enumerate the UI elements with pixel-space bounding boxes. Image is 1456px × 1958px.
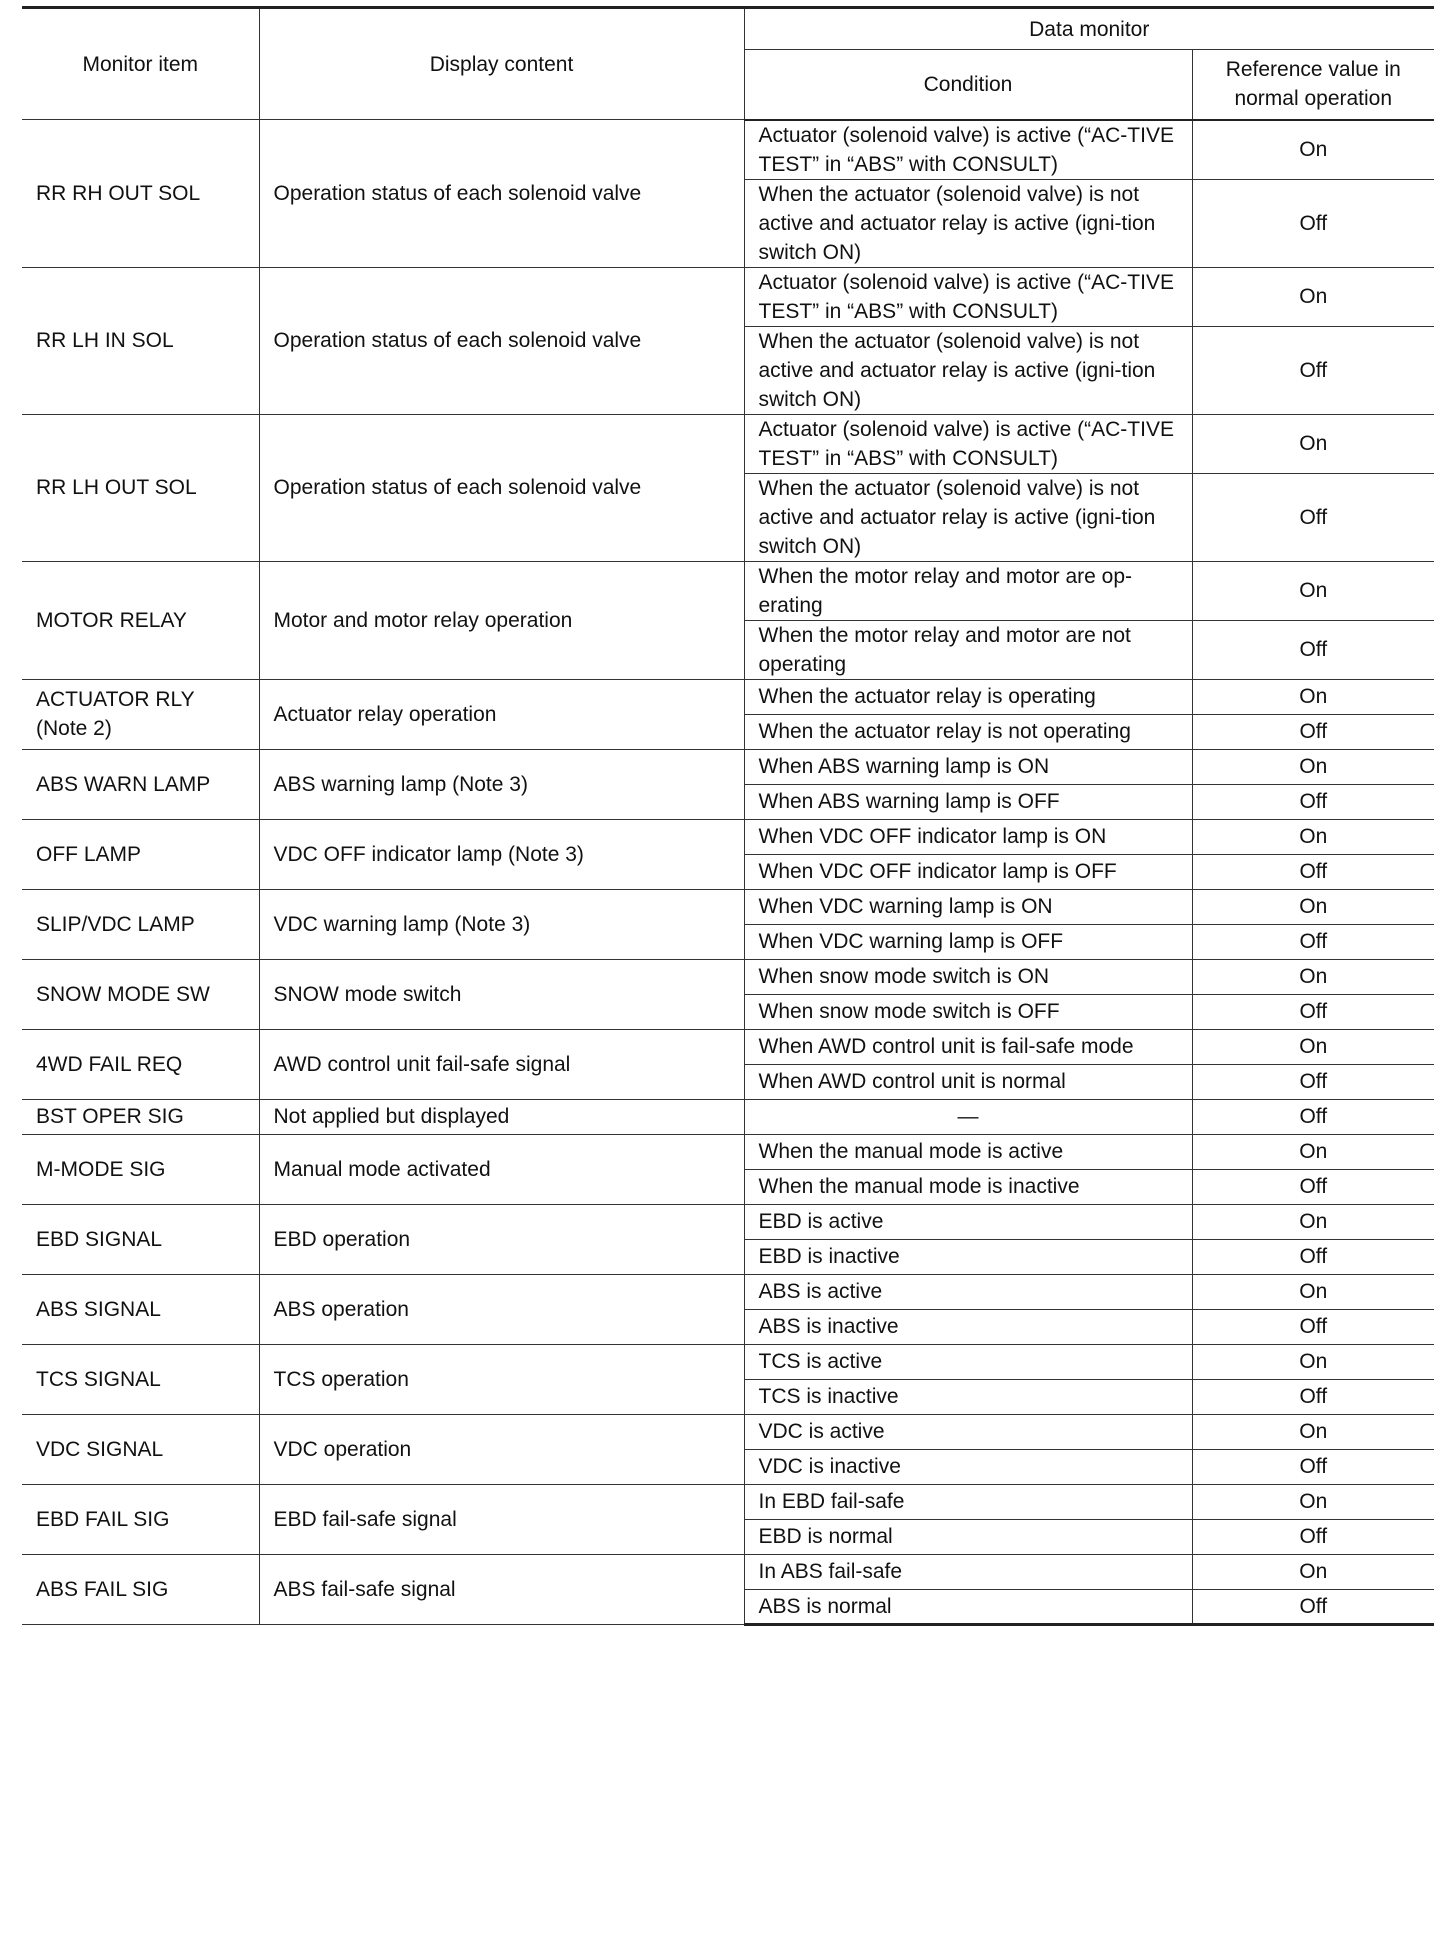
- condition-cell: When the actuator relay is operating: [744, 679, 1192, 714]
- monitor-item-cell: EBD FAIL SIG: [22, 1484, 259, 1554]
- table-row: [22, 959, 1434, 994]
- display-content-cell: Not applied but displayed: [259, 1099, 744, 1134]
- display-content-cell: TCS operation: [259, 1344, 744, 1414]
- table-row: [22, 749, 1434, 784]
- condition-cell: When the actuator (solenoid valve) is not active and actuator relay is active (igni-tion switch ON): [744, 179, 1192, 267]
- display-content-cell: Motor and motor relay operation: [259, 561, 744, 679]
- monitor-item-cell: BST OPER SIG: [22, 1099, 259, 1134]
- condition-cell: ABS is inactive: [744, 1309, 1192, 1344]
- reference-value-cell: Off: [1192, 179, 1434, 267]
- condition-cell: In EBD fail-safe: [744, 1484, 1192, 1519]
- reference-value-cell: Off: [1192, 784, 1434, 819]
- table-row: [22, 1134, 1434, 1169]
- table-header: [22, 8, 1434, 120]
- display-content-cell: VDC warning lamp (Note 3): [259, 889, 744, 959]
- monitor-item-cell: RR LH IN SOL: [22, 267, 259, 414]
- reference-value-cell: On: [1192, 414, 1434, 473]
- reference-value-cell: Off: [1192, 1064, 1434, 1099]
- reference-value-cell: Off: [1192, 924, 1434, 959]
- reference-value-cell: Off: [1192, 1239, 1434, 1274]
- monitor-item-cell: 4WD FAIL REQ: [22, 1029, 259, 1099]
- table-row: [22, 1344, 1434, 1379]
- monitor-item-cell: ABS WARN LAMP: [22, 749, 259, 819]
- display-content-cell: Operation status of each solenoid valve: [259, 267, 744, 414]
- table-row: [22, 561, 1434, 620]
- condition-cell: EBD is normal: [744, 1519, 1192, 1554]
- condition-cell: TCS is inactive: [744, 1379, 1192, 1414]
- reference-value-cell: On: [1192, 267, 1434, 326]
- reference-value-cell: On: [1192, 1344, 1434, 1379]
- display-content-cell: Operation status of each solenoid valve: [259, 120, 744, 268]
- reference-value-cell: On: [1192, 1484, 1434, 1519]
- display-content-cell: AWD control unit fail-safe signal: [259, 1029, 744, 1099]
- condition-cell: —: [744, 1099, 1192, 1134]
- reference-value-cell: On: [1192, 1554, 1434, 1589]
- condition-cell: VDC is active: [744, 1414, 1192, 1449]
- header-monitor-item: Monitor item: [22, 8, 259, 120]
- reference-value-cell: Off: [1192, 1449, 1434, 1484]
- table-row: [22, 889, 1434, 924]
- reference-value-cell: Off: [1192, 854, 1434, 889]
- condition-cell: ABS is normal: [744, 1589, 1192, 1624]
- display-content-cell: SNOW mode switch: [259, 959, 744, 1029]
- reference-value-cell: On: [1192, 959, 1434, 994]
- monitor-item-cell: EBD SIGNAL: [22, 1204, 259, 1274]
- reference-value-cell: On: [1192, 1029, 1434, 1064]
- display-content-cell: Actuator relay operation: [259, 679, 744, 749]
- condition-cell: When snow mode switch is OFF: [744, 994, 1192, 1029]
- table-body: [22, 120, 1434, 1625]
- table-row: [22, 1029, 1434, 1064]
- condition-cell: Actuator (solenoid valve) is active (“AC-TIVE TEST” in “ABS” with CONSULT): [744, 120, 1192, 180]
- monitor-item-cell: RR RH OUT SOL: [22, 120, 259, 268]
- condition-cell: TCS is active: [744, 1344, 1192, 1379]
- condition-cell: When VDC warning lamp is OFF: [744, 924, 1192, 959]
- reference-value-cell: On: [1192, 1414, 1434, 1449]
- display-content-cell: VDC OFF indicator lamp (Note 3): [259, 819, 744, 889]
- condition-cell: EBD is active: [744, 1204, 1192, 1239]
- condition-cell: VDC is inactive: [744, 1449, 1192, 1484]
- reference-value-cell: Off: [1192, 473, 1434, 561]
- display-content-cell: Operation status of each solenoid valve: [259, 414, 744, 561]
- monitor-item-cell: MOTOR RELAY: [22, 561, 259, 679]
- reference-value-cell: On: [1192, 679, 1434, 714]
- table-row: [22, 679, 1434, 714]
- table-row: [22, 120, 1434, 180]
- monitor-item-cell: OFF LAMP: [22, 819, 259, 889]
- condition-cell: When ABS warning lamp is OFF: [744, 784, 1192, 819]
- data-monitor-table: [22, 6, 1434, 1626]
- header-display-content: Display content: [259, 8, 744, 120]
- display-content-cell: ABS warning lamp (Note 3): [259, 749, 744, 819]
- display-content-cell: VDC operation: [259, 1414, 744, 1484]
- table-row: [22, 414, 1434, 473]
- condition-cell: When AWD control unit is normal: [744, 1064, 1192, 1099]
- table-row: [22, 1414, 1434, 1449]
- condition-cell: Actuator (solenoid valve) is active (“AC-TIVE TEST” in “ABS” with CONSULT): [744, 414, 1192, 473]
- reference-value-cell: Off: [1192, 1379, 1434, 1414]
- monitor-item-cell: RR LH OUT SOL: [22, 414, 259, 561]
- reference-value-cell: On: [1192, 1274, 1434, 1309]
- monitor-item-cell: ACTUATOR RLY (Note 2): [22, 679, 259, 749]
- condition-cell: When the actuator (solenoid valve) is not active and actuator relay is active (igni-tion switch ON): [744, 326, 1192, 414]
- condition-cell: When the actuator relay is not operating: [744, 714, 1192, 749]
- reference-value-cell: Off: [1192, 1589, 1434, 1624]
- table-row: [22, 1099, 1434, 1134]
- condition-cell: When VDC warning lamp is ON: [744, 889, 1192, 924]
- monitor-item-cell: SNOW MODE SW: [22, 959, 259, 1029]
- table-row: [22, 1274, 1434, 1309]
- monitor-item-cell: SLIP/VDC LAMP: [22, 889, 259, 959]
- reference-value-cell: Off: [1192, 326, 1434, 414]
- reference-value-cell: Off: [1192, 1309, 1434, 1344]
- reference-value-cell: On: [1192, 561, 1434, 620]
- monitor-item-cell: M-MODE SIG: [22, 1134, 259, 1204]
- condition-cell: When the manual mode is inactive: [744, 1169, 1192, 1204]
- header-condition: Condition: [744, 50, 1192, 120]
- display-content-cell: EBD operation: [259, 1204, 744, 1274]
- condition-cell: EBD is inactive: [744, 1239, 1192, 1274]
- reference-value-cell: Off: [1192, 714, 1434, 749]
- condition-cell: When VDC OFF indicator lamp is ON: [744, 819, 1192, 854]
- reference-value-cell: On: [1192, 1134, 1434, 1169]
- display-content-cell: ABS fail-safe signal: [259, 1554, 744, 1624]
- reference-value-cell: Off: [1192, 1099, 1434, 1134]
- condition-cell: When the actuator (solenoid valve) is not active and actuator relay is active (igni-tion switch ON): [744, 473, 1192, 561]
- monitor-item-cell: VDC SIGNAL: [22, 1414, 259, 1484]
- condition-cell: When AWD control unit is fail-safe mode: [744, 1029, 1192, 1064]
- reference-value-cell: Off: [1192, 620, 1434, 679]
- reference-value-cell: On: [1192, 819, 1434, 854]
- table-row: [22, 267, 1434, 326]
- table-row: [22, 1554, 1434, 1589]
- condition-cell: When the motor relay and motor are op-erating: [744, 561, 1192, 620]
- display-content-cell: Manual mode activated: [259, 1134, 744, 1204]
- reference-value-cell: On: [1192, 120, 1434, 180]
- condition-cell: In ABS fail-safe: [744, 1554, 1192, 1589]
- table-row: [22, 819, 1434, 854]
- condition-cell: When the motor relay and motor are not operating: [744, 620, 1192, 679]
- condition-cell: ABS is active: [744, 1274, 1192, 1309]
- display-content-cell: ABS operation: [259, 1274, 744, 1344]
- condition-cell: When ABS warning lamp is ON: [744, 749, 1192, 784]
- monitor-item-cell: ABS SIGNAL: [22, 1274, 259, 1344]
- header-reference-value: Reference value in normal operation: [1192, 50, 1434, 120]
- reference-value-cell: Off: [1192, 1519, 1434, 1554]
- condition-cell: When VDC OFF indicator lamp is OFF: [744, 854, 1192, 889]
- reference-value-cell: On: [1192, 889, 1434, 924]
- reference-value-cell: Off: [1192, 1169, 1434, 1204]
- reference-value-cell: On: [1192, 749, 1434, 784]
- reference-value-cell: Off: [1192, 994, 1434, 1029]
- display-content-cell: EBD fail-safe signal: [259, 1484, 744, 1554]
- condition-cell: When snow mode switch is ON: [744, 959, 1192, 994]
- monitor-item-cell: ABS FAIL SIG: [22, 1554, 259, 1624]
- table-row: [22, 1204, 1434, 1239]
- header-data-monitor: Data monitor: [744, 8, 1434, 50]
- table-row: [22, 1484, 1434, 1519]
- monitor-item-cell: TCS SIGNAL: [22, 1344, 259, 1414]
- condition-cell: Actuator (solenoid valve) is active (“AC-TIVE TEST” in “ABS” with CONSULT): [744, 267, 1192, 326]
- condition-cell: When the manual mode is active: [744, 1134, 1192, 1169]
- reference-value-cell: On: [1192, 1204, 1434, 1239]
